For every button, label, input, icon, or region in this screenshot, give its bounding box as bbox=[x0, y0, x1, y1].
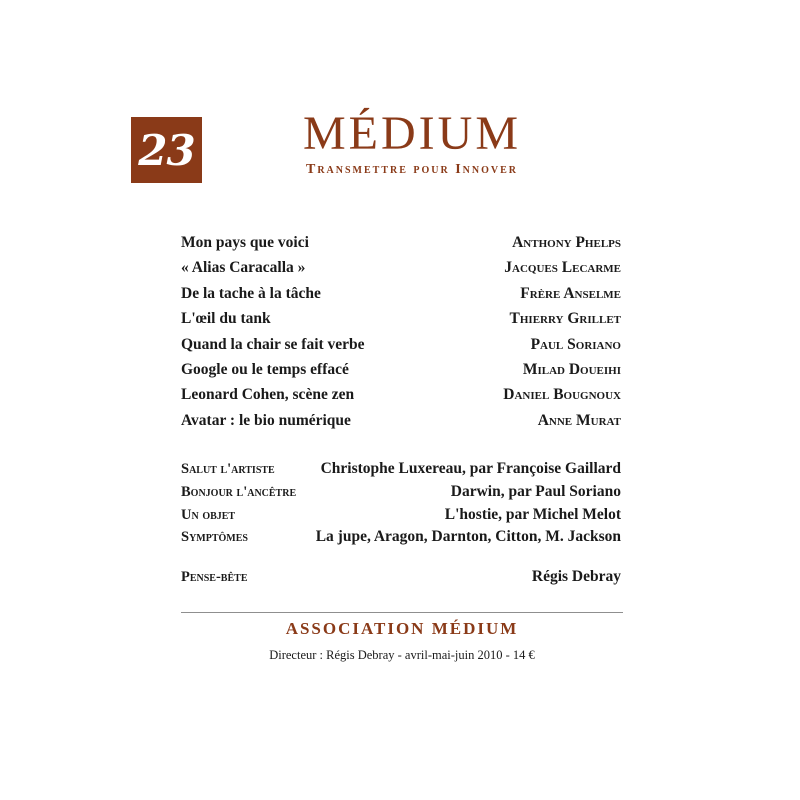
article-author: Anne Murat bbox=[537, 411, 621, 429]
toc-row bbox=[181, 255, 621, 280]
article-author: Frère Anselme bbox=[520, 284, 621, 302]
association-name: ASSOCIATION MÉDIUM bbox=[285, 619, 519, 638]
toc-row bbox=[181, 382, 621, 407]
article-author: Daniel Bougnoux bbox=[503, 386, 621, 404]
publication-info: Directeur : Régis Debray - avril-mai-juin 2010 - 14 € bbox=[269, 648, 535, 662]
toc-row bbox=[181, 306, 621, 331]
article-author: Milad Doueihi bbox=[522, 360, 621, 378]
issue-number: 23 bbox=[138, 125, 195, 175]
article-author: Jacques Lecarme bbox=[504, 259, 621, 277]
closing-row bbox=[181, 566, 621, 588]
toc-row bbox=[181, 230, 621, 255]
rubric-row bbox=[181, 526, 621, 549]
article-title: Leonard Cohen, scène zen bbox=[181, 386, 355, 404]
article-author: Thierry Grillet bbox=[509, 310, 621, 328]
rubric-label: Bonjour l'ancêtre bbox=[181, 483, 297, 500]
closing-label: Pense-bête bbox=[181, 569, 248, 585]
journal-title: MÉDIUM bbox=[303, 107, 521, 160]
article-title: Quand la chair se fait verbe bbox=[181, 335, 365, 353]
toc-row bbox=[181, 281, 621, 306]
rubric-content: Christophe Luxereau, par Françoise Gaillard bbox=[320, 460, 621, 477]
rubric-content: L'hostie, par Michel Melot bbox=[444, 505, 621, 523]
article-title: Google ou le temps effacé bbox=[181, 360, 349, 378]
rubric-label: Symptômes bbox=[181, 529, 248, 546]
rubric-content: La jupe, Aragon, Darnton, Citton, M. Jackson bbox=[315, 528, 621, 546]
article-title: Avatar : le bio numérique bbox=[181, 411, 351, 429]
article-author: Paul Soriano bbox=[530, 335, 621, 353]
rubric-content: Darwin, par Paul Soriano bbox=[450, 482, 621, 500]
rubric-row bbox=[181, 504, 621, 527]
rubric-label: Un objet bbox=[181, 506, 236, 523]
journal-subtitle: Transmettre pour Innover bbox=[305, 162, 519, 177]
rubric-label: Salut l'artiste bbox=[181, 461, 275, 477]
article-title: « Alias Caracalla » bbox=[181, 259, 306, 277]
toc-row bbox=[181, 357, 621, 382]
rubric-row bbox=[181, 458, 621, 481]
table-of-contents bbox=[181, 230, 621, 433]
article-author: Anthony Phelps bbox=[512, 234, 621, 251]
article-title: Mon pays que voici bbox=[181, 234, 309, 251]
closing-author: Régis Debray bbox=[531, 568, 621, 585]
toc-row bbox=[181, 332, 621, 357]
article-title: De la tache à la tâche bbox=[181, 284, 321, 302]
article-title: L'œil du tank bbox=[181, 310, 271, 328]
divider-rule bbox=[181, 612, 623, 613]
toc-row bbox=[181, 408, 621, 433]
rubrics-section bbox=[181, 458, 621, 549]
masthead bbox=[262, 108, 562, 178]
rubric-row bbox=[181, 481, 621, 504]
issue-number-badge bbox=[131, 117, 202, 183]
